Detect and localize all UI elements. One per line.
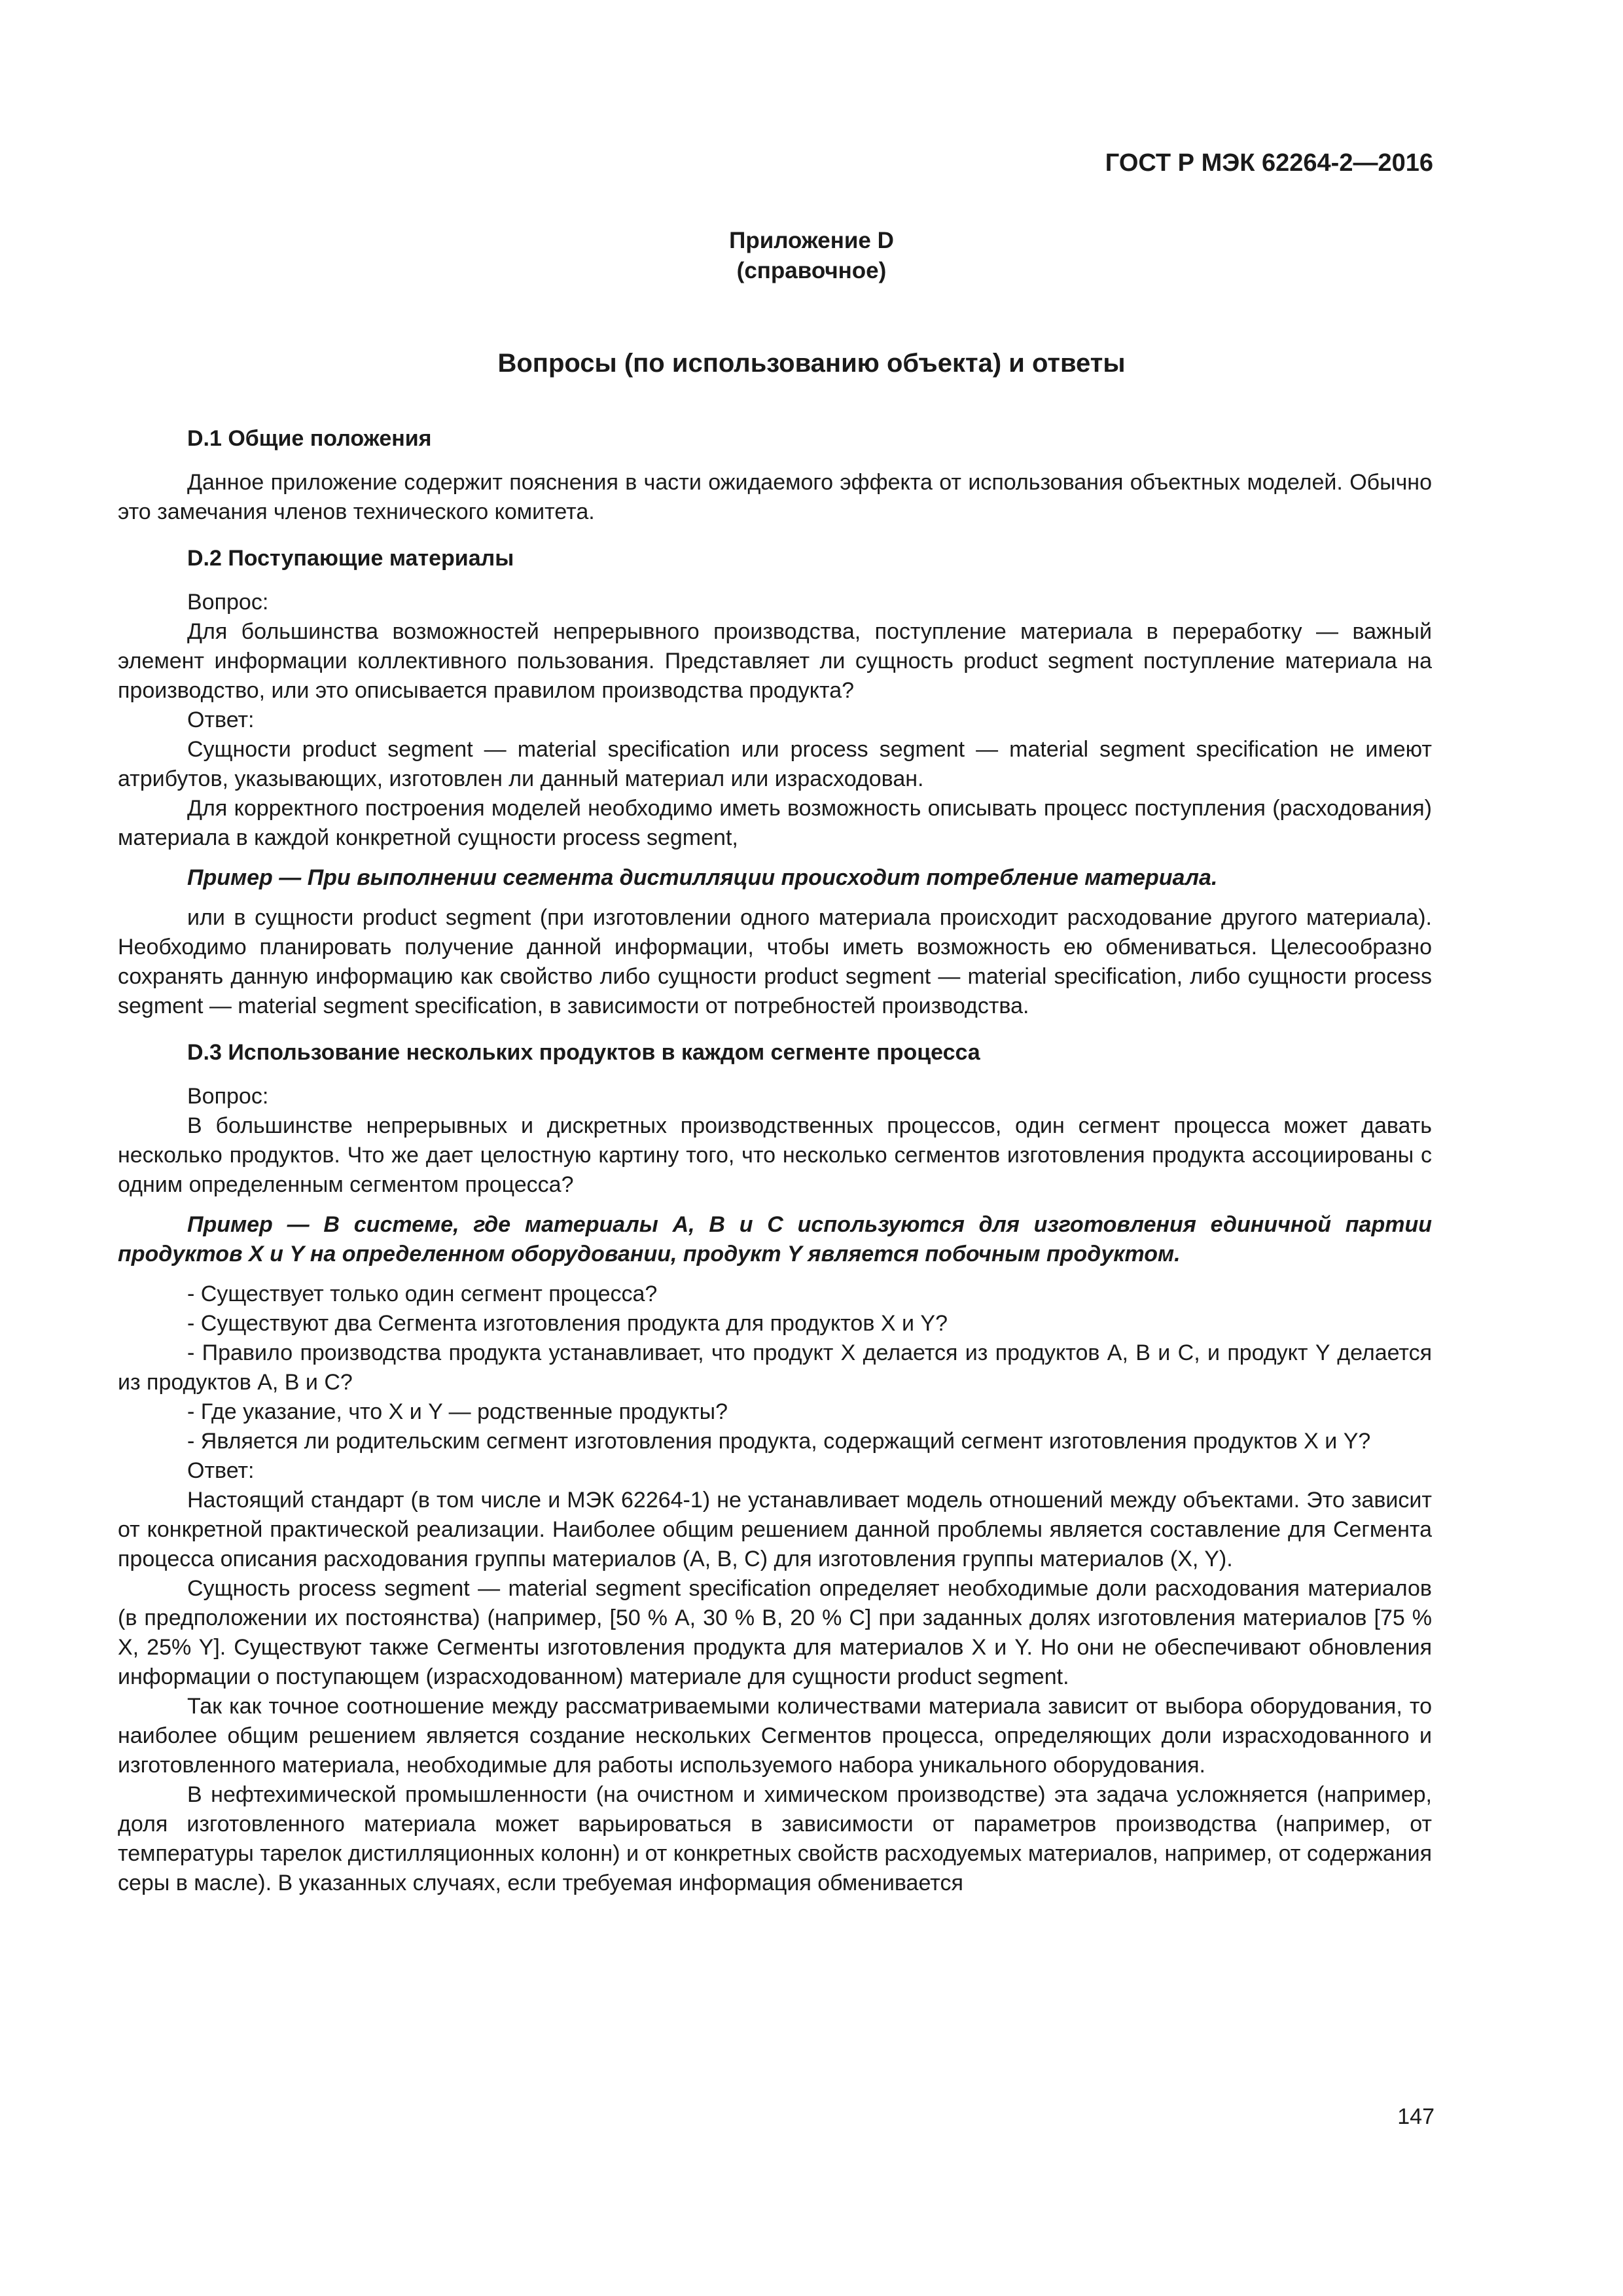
list-item: - Существует только один сегмент процесса?: [187, 1282, 658, 1306]
annex-heading: [0, 226, 1623, 286]
example-note: Пример — При выполнении сегмента дистилляции происходит потребление материала.: [187, 865, 1218, 890]
question-label: Вопрос:: [187, 1084, 269, 1109]
paragraph: или в сущности product segment (при изготовлении одного материала происходит расходование другого материала). Необходимо планировать получение данной информации, чтобы иметь возможность ею обмениваться. Целесообразно сохранять данную информацию как свойство либо сущности product segment — material specification, либо сущности process segment — material segment specification, в зависимости от потребностей производства.: [118, 905, 1432, 1018]
section-heading-d3: D.3 Использование нескольких продуктов в каждом сегменте процесса: [187, 1040, 980, 1065]
paragraph: Сущности product segment — material specification или process segment — material segment specification не имеют атрибутов, указывающих, изготовлен ли данный материал или израсходован.: [118, 737, 1432, 791]
paragraph: Настоящий стандарт (в том числе и МЭК 62264-1) не устанавливает модель отношений между объектами. Это зависит от конкретной практической реализации. Наиболее общим решением данной проблемы является составление для Сегмента процесса описания расходования группы материалов (A, B, C) для изготовления группы материалов (X, Y).: [118, 1488, 1432, 1571]
annex-type: (справочное): [736, 258, 887, 283]
paragraph: Сущность process segment — material segment specification определяет необходимые доли расходования материалов (в предположении их постоянства) (например, [50 % A, 30 % B, 20 % C] при заданных долях изготовления материалов [75 % X, 25% Y]. Существуют также Сегменты изготовления продукта для материалов X и Y. Но они не обеспечивают обновления информации о поступающем (израсходованном) материале для сущности product segment.: [118, 1576, 1432, 1689]
annex-label: Приложение D: [729, 228, 894, 253]
paragraph: Так как точное соотношение между рассматриваемыми количествами материала зависит от выбора оборудования, то наиболее общим решением является создание нескольких Сегментов процесса, определяющих доли израсходованного и изготовленного материала, необходимые для работы используемого набора уникального оборудования.: [118, 1694, 1432, 1778]
list-item: - Где указание, что X и Y — родственные продукты?: [187, 1399, 728, 1424]
question-label: Вопрос:: [187, 590, 269, 615]
paragraph: Данное приложение содержит пояснения в части ожидаемого эффекта от использования объектных моделей. Обычно это замечания членов технического комитета.: [118, 470, 1432, 524]
list-item: - Правило производства продукта устанавливает, что продукт X делается из продуктов A, B и C, и продукт Y делается из продуктов A, B и C?: [118, 1340, 1432, 1395]
paragraph: В нефтехимической промышленности (на очистном и химическом производстве) эта задача усложняется (например, доля изготовленного материала может варьироваться в зависимости от параметров производства (например, от температуры тарелок дистилляционных колонн) и от конкретных свойств расходуемых материалов, например, от содержания серы в масле). В указанных случаях, если требуемая информация обменивается: [118, 1782, 1432, 1895]
paragraph: Для корректного построения моделей необходимо иметь возможность описывать процесс поступления (расходования) материала в каждой конкретной сущности process segment,: [118, 796, 1432, 850]
paragraph: Для большинства возможностей непрерывного производства, поступление материала в переработку — важный элемент информации коллективного пользования. Представляет ли сущность product segment поступление материала на производство, или это описывается правилом производства продукта?: [118, 619, 1432, 703]
paragraph: В большинстве непрерывных и дискретных производственных процессов, один сегмент процесса может давать несколько продуктов. Что же дает целостную картину того, что несколько сегментов изготовления продукта ассоциированы с одним определенным сегментом процесса?: [118, 1113, 1432, 1197]
example-note: Пример — В системе, где материалы А, В и С используются для изготовления единичной партии продуктов X и Y на определенном оборудовании, продукт Y является побочным продуктом.: [118, 1212, 1432, 1266]
list-item: - Является ли родительским сегмент изготовления продукта, содержащий сегмент изготовления продуктов X и Y?: [187, 1429, 1371, 1454]
answer-label: Ответ:: [187, 708, 255, 732]
annex-title: Вопросы (по использованию объекта) и ответы: [497, 349, 1126, 378]
answer-label: Ответ:: [187, 1458, 255, 1483]
section-heading-d2: D.2 Поступающие материалы: [187, 546, 514, 571]
document-body: [118, 424, 1432, 1898]
list-item: - Существуют два Сегмента изготовления продукта для продуктов X и Y?: [187, 1311, 948, 1336]
page-number: 147: [1397, 2104, 1435, 2129]
standard-header: ГОСТ Р МЭК 62264-2—2016: [1105, 149, 1433, 177]
section-heading-d1: D.1 Общие положения: [187, 426, 432, 451]
